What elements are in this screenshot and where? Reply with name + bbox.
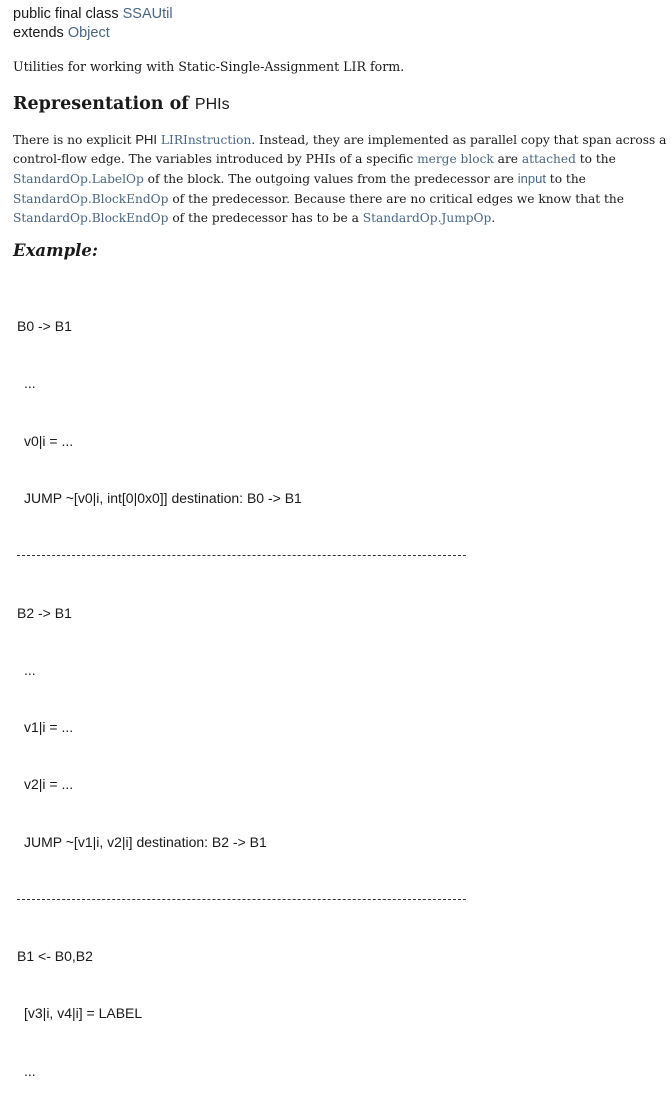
representation-paragraph: There is no explicit PHI LIRInstruction. Instead, they are implemented as parallel copy that span across a control-flow edge. The variables introduced by PHIs of a specific merge block are attached to the StandardOp.LabelOp of the block. The outgoing values from the predecessor are input to the StandardOp.BlockEndOp of the predecessor. Because there are no critical edges we know that the StandardOp.BlockEndOp of the predecessor has to be a StandardOp.JumpOp. xyxy=(13,132,667,225)
jumpop-link[interactable]: StandardOp.JumpOp xyxy=(362,210,492,225)
example-heading: Example: xyxy=(13,241,98,260)
dashed-divider xyxy=(17,555,466,556)
example-code-block xyxy=(17,279,466,1119)
declaration-line-1: public final class SSAUtil xyxy=(13,6,173,22)
code-line: B1 <- B0,B2 xyxy=(17,948,93,965)
code-line: JUMP ~[v0|i, int[0|0x0]] destination: B0 -> B1 xyxy=(24,490,302,507)
merge-block-link[interactable]: merge block xyxy=(417,152,494,167)
code-line: [v3|i, v4|i] = LABEL xyxy=(24,1005,143,1022)
phi-code: PHI xyxy=(135,132,158,147)
attached-link[interactable]: attached xyxy=(521,152,576,167)
superclass-link[interactable]: Object xyxy=(67,25,110,41)
class-description: Utilities for working with Static-Single-Assignment LIR form. xyxy=(13,59,405,74)
code-line: JUMP ~[v1|i, v2|i] destination: B2 -> B1 xyxy=(24,833,267,850)
class-declaration xyxy=(13,5,173,43)
lirinstruction-link[interactable]: LIRInstruction xyxy=(160,133,252,147)
code-line: ... xyxy=(24,375,36,392)
phis-code: PHIs xyxy=(194,96,230,113)
labelop-link[interactable]: StandardOp.LabelOp xyxy=(13,172,144,187)
code-line: ... xyxy=(24,661,36,678)
code-line: v0|i = ... xyxy=(24,432,74,449)
declaration-line-2: extends Object xyxy=(13,25,110,41)
class-name-link[interactable]: SSAUtil xyxy=(122,6,173,22)
code-line: B0 -> B1 xyxy=(17,318,72,335)
representation-heading: Representation of PHIs xyxy=(13,94,230,114)
dashed-divider xyxy=(17,899,466,900)
blockendop-link-1[interactable]: StandardOp.BlockEndOp xyxy=(13,191,169,206)
code-line: ... xyxy=(24,1062,36,1079)
code-line: v2|i = ... xyxy=(24,776,74,793)
code-line: B2 -> B1 xyxy=(17,604,72,621)
code-line: v1|i = ... xyxy=(24,719,74,736)
input-link[interactable]: input xyxy=(517,171,546,187)
blockendop-link-2[interactable]: StandardOp.BlockEndOp xyxy=(13,210,169,225)
